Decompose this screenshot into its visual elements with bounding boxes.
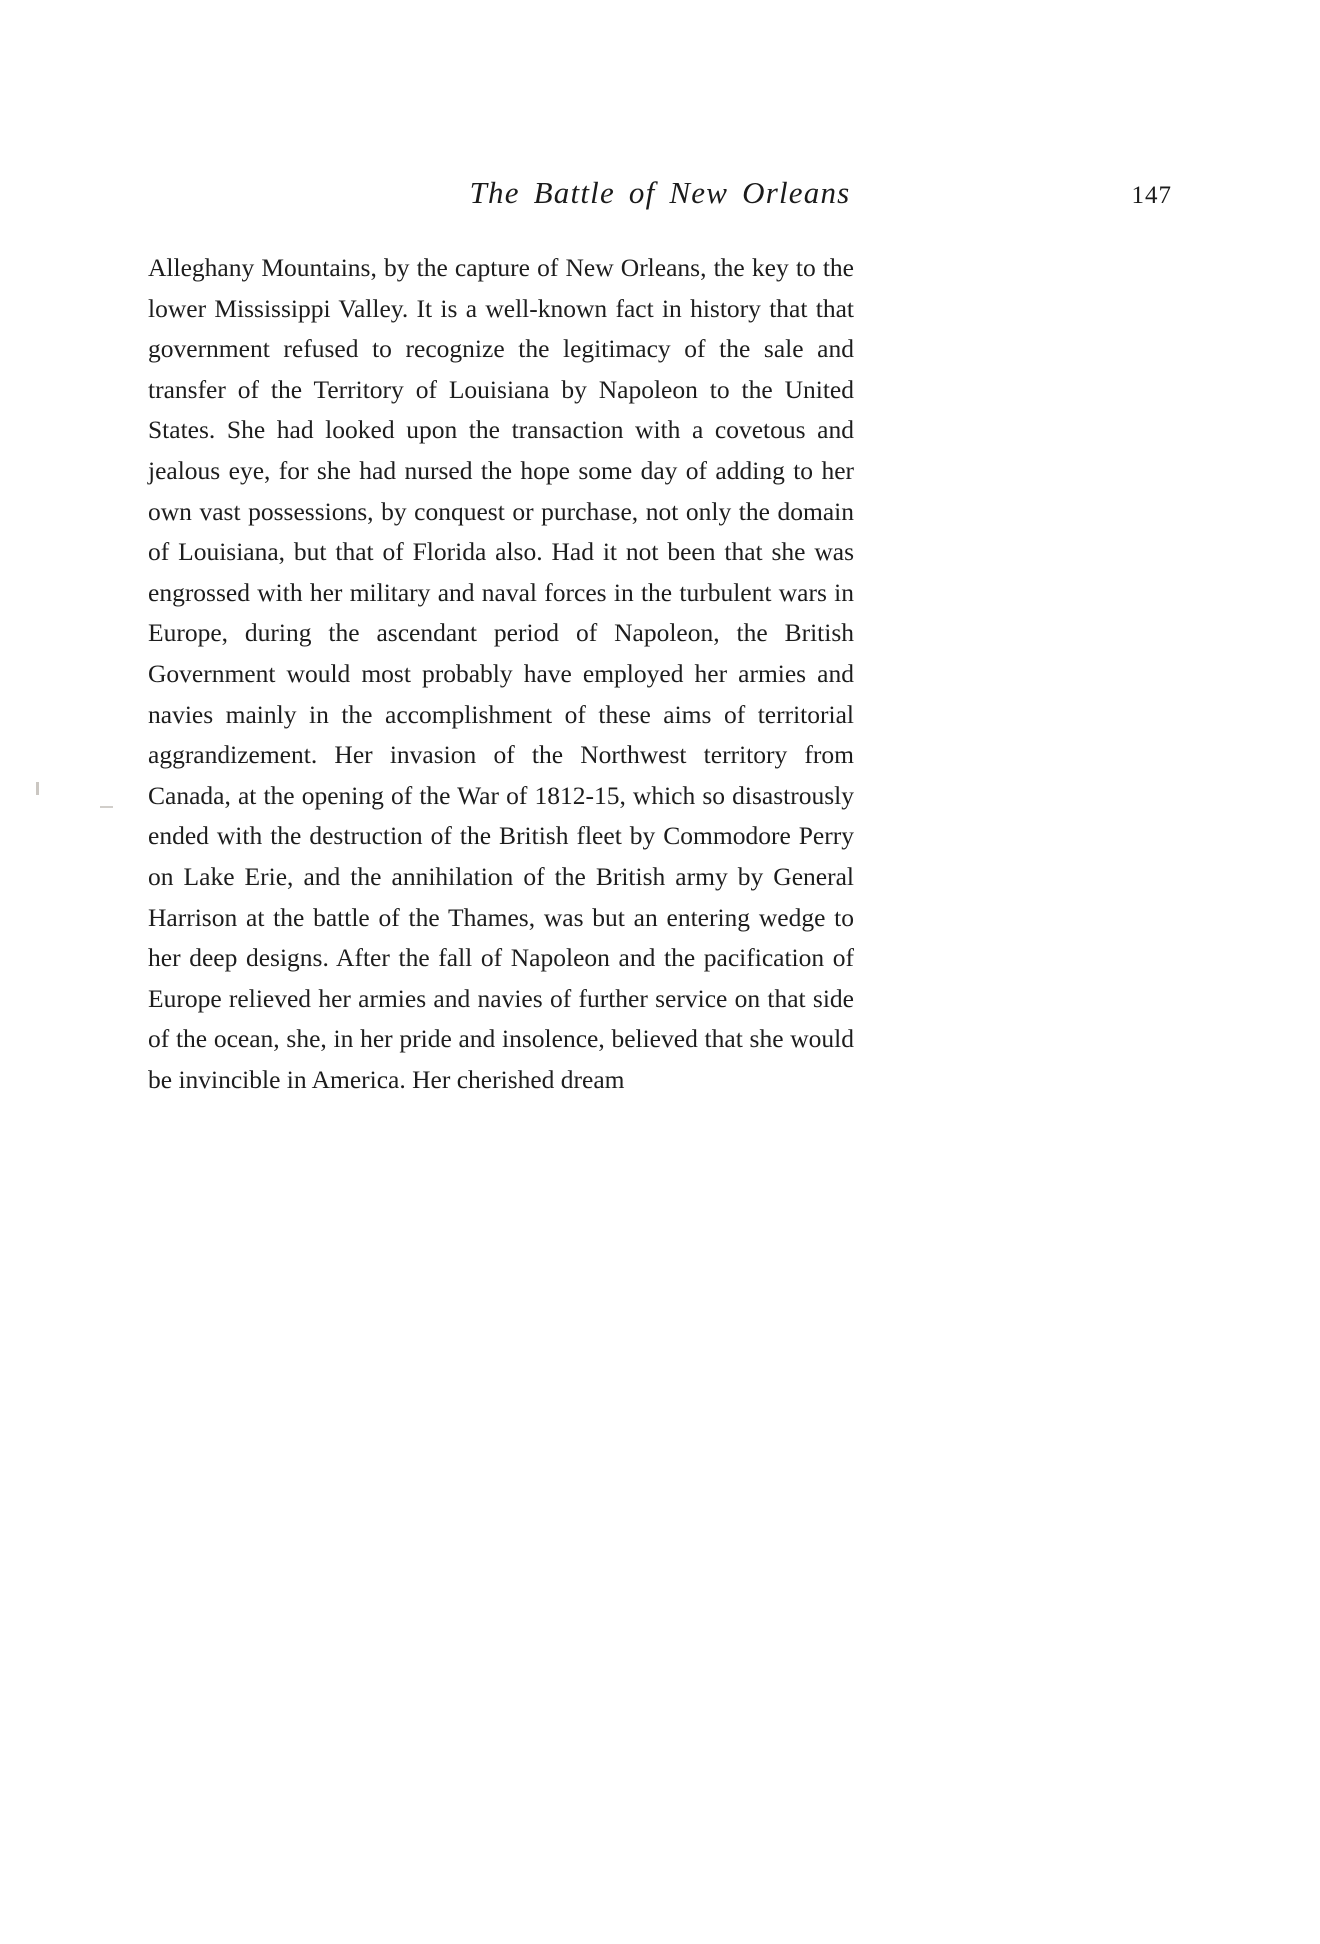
- running-head-word: New: [669, 175, 729, 210]
- scan-speck: [36, 782, 39, 795]
- paragraph: Alleghany Mountains, by the capture of New Orleans, the key to the lower Mississippi Valley. It is a well-known fact in history that that government refused to recognize the legitimacy of the sale and transfer of the Territory of Louisiana by Napoleon to the United States. She had looked upon the transaction with a covetous and jealous eye, for she had nursed the hope some day of adding to her own vast possessions, by conquest or purchase, not only the domain of Louisiana, but that of Florida also. Had it not been that she was engrossed with her military and naval forces in the turbulent wars in Europe, during the ascendant period of Napoleon, the British Government would most probably have employed her armies and navies mainly in the accomplishment of these aims of territorial aggrandizement. Her invasion of the Northwest territory from Canada, at the opening of the War of 1812-15, which so disastrously ended with the destruction of the British fleet by Commodore Perry on Lake Erie, and the annihilation of the British army by General Harrison at the battle of the Thames, was but an entering wedge to her deep designs. After the fall of Napoleon and the pacification of Europe relieved her armies and navies of further service on that side of the ocean, she, in her pride and insolence, believed that she would be invincible in America. Her cherished dream: [148, 253, 854, 1094]
- running-head-word: of: [628, 175, 656, 210]
- running-head-word: Battle: [533, 175, 615, 210]
- body-text: [148, 248, 854, 1100]
- running-head-word: The: [469, 175, 520, 210]
- page-header: [148, 175, 1172, 217]
- scan-speck: [100, 806, 113, 808]
- running-head-title: [148, 175, 1112, 211]
- page-number: 147: [1131, 182, 1172, 209]
- running-head-word: Orleans: [742, 175, 851, 210]
